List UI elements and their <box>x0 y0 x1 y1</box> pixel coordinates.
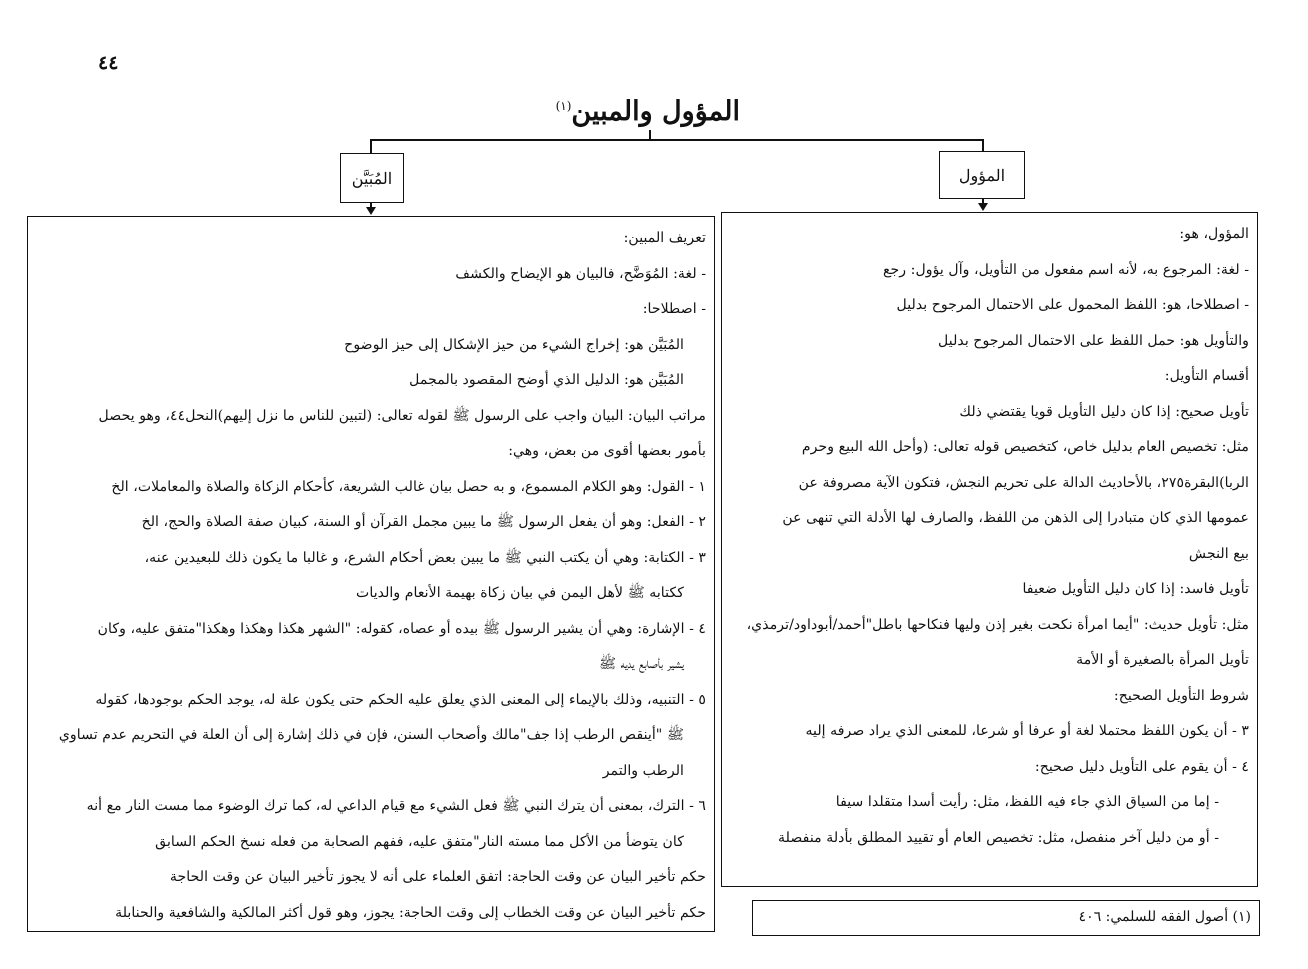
right-arrow-head <box>978 203 988 211</box>
page-number: ٤٤ <box>98 52 119 74</box>
bayan-level-item: ٣ - الكتابة: وهي أن يكتب النبي ﷺ ما يبين بعض أحكام الشرع، و غالبا ما يكون ذلك للبعيدين عنه، <box>144 549 706 566</box>
delay-ruling: حكم تأخير البيان عن وقت الحاجة: اتفق العلماء على أنه لا يجوز تأخير البيان عن وقت الحاجة <box>169 869 706 885</box>
bayan-level-item: يشير بأصابع يديه ﷺ <box>598 656 684 672</box>
tawil-types-heading: أقسام التأويل: <box>1164 368 1249 384</box>
bayan-level-item: ٤ - الإشارة: وهي أن يشير الرسول ﷺ بيده أو عصاه، كقوله: "الشهر هكذا وهكذا وهكذا"متفق عليه، وكان <box>97 620 706 637</box>
connector-right-drop <box>982 139 984 151</box>
tawil-condition-item: ٣ - أن يكون اللفظ محتملا لغة أو عرفا أو شرعا، للمعنى الذي يراد صرفه إليه <box>805 723 1249 739</box>
connector-horizontal <box>370 139 983 141</box>
bayan-level-item: ٥ - التنبيه، وذلك بالإيماء إلى المعنى الذي يعلق عليه الحكم حتى يكون علة له، يوجد الحكم بوجودها، كقوله <box>95 691 706 708</box>
bayan-level-item: ككتابه ﷺ لأهل اليمن في بيان زكاة بهيمة الأنعام والديات <box>356 585 684 601</box>
left-arrow-head <box>366 207 376 215</box>
title-text: المؤول والمبين <box>571 96 740 127</box>
tawil-definition: والتأويل هو: حمل اللفظ على الاحتمال المرجوح بدليل <box>938 332 1249 349</box>
valid-tawil-example: الربا)البقرة٢٧٥، بالأحاديث الدالة على تحريم النجش، فتكون الآية مصروفة عن <box>798 474 1249 491</box>
bayan-level-item: ﷺ "أينقص الرطب إذا جف"مالك وأصحاب السنن، فإن في ذلك إشارة إلى أن العلة في التحريم عدم تساوي <box>58 727 684 743</box>
bayan-level-item: ٢ - الفعل: وهو أن يفعل الرسول ﷺ ما يبين مجمل القرآن أو السنة، كبيان صفة الصلاة والحج، الخ <box>141 514 706 530</box>
mubayyan-technical-def: المُبَيَّن هو: إخراج الشيء من حيز الإشكال إلى حيز الوضوح <box>344 336 684 353</box>
footnote: (١) أصول الفقه للسلمي: ٤٠٦ <box>752 900 1260 936</box>
bayan-level-item: الرطب والتمر <box>602 762 684 779</box>
tawil-evidence-bullet: - إما من السياق الذي جاء فيه اللفظ، مثل: رأيت أسدا متقلدا سيفا <box>835 794 1219 810</box>
bayan-level-item: ٦ - الترك، بمعنى أن يترك النبي ﷺ فعل الشيء مع قيام الداعي له، كما ترك الوضوء مما مست النار مع أنه <box>86 798 706 814</box>
mubayyan-technical-def: المُبَيَّن هو: الدليل الذي أوضح المقصود بالمجمل <box>409 372 684 388</box>
valid-tawil: تأويل صحيح: إذا كان دليل التأويل قويا يقتضي ذلك <box>959 403 1249 420</box>
muawwal-linguistic: - لغة: المرجوع به، لأنه اسم مفعول من التأويل، وآل يؤول: رجع <box>882 261 1249 278</box>
muawwal-panel <box>721 212 1258 887</box>
mubayyan-technical-heading: - اصطلاحا: <box>642 301 706 317</box>
muawwal-label: المؤول <box>958 165 1006 185</box>
tawil-evidence-bullet: - أو من دليل آخر منفصل، مثل: تخصيص العام أو تقييد المطلق بأدلة منفصلة <box>778 829 1219 846</box>
bayan-levels-intro: بأمور بعضها أقوى من بعض، وهي: <box>508 443 706 459</box>
mubayyan-definition-heading: تعريف المبين: <box>623 230 706 246</box>
bayan-level-item: ١ - القول: وهو الكلام المسموع، و به حصل بيان غالب الشريعة، كأحكام الزكاة والصلاة والمعاملات، الخ <box>111 478 706 495</box>
bayan-levels-intro: مراتب البيان: البيان واجب على الرسول ﷺ لقوله تعالى: (لتبين للناس ما نزل إليهم)النحل٤٤، وهو يحصل <box>98 407 706 424</box>
title-footnote-marker: (١) <box>555 99 572 113</box>
valid-tawil-example: مثل: تخصيص العام بدليل خاص، كتخصيص قوله تعالى: (وأحل الله البيع وحرم <box>801 439 1249 455</box>
muawwal-technical: - اصطلاحا، هو: اللفظ المحمول على الاحتمال المرجوح بدليل <box>896 297 1249 313</box>
muawwal-definition-heading: المؤول، هو: <box>1179 226 1249 242</box>
mubayyan-linguistic: - لغة: المُوَضَّح، فالبيان هو الإيضاح والكشف <box>455 265 706 282</box>
connector-left-drop <box>370 139 372 153</box>
mubayyan-panel <box>27 216 715 932</box>
bayan-level-item: كان يتوضأ من الأكل مما مسته النار"متفق عليه، ففهم الصحابة من فعله نسخ الحكم السابق <box>155 833 684 850</box>
mubayyan-label: المُبَيَّن <box>351 168 393 188</box>
invalid-tawil-example: تأويل المرأة بالصغيرة أو الأمة <box>1076 652 1249 668</box>
invalid-tawil-example: مثل: تأويل حديث: "أيما امرأة نكحت بغير إذن وليها فنكاحها باطل"أحمد/أبوداود/ترمذي، <box>746 616 1249 633</box>
delay-ruling: حكم تأخير البيان عن وقت الخطاب إلى وقت الحاجة: يجوز، وهو قول أكثر المالكية والشافعية والحنابلة <box>115 904 706 921</box>
mubayyan-box <box>340 153 404 203</box>
page-title <box>555 96 740 127</box>
invalid-tawil: تأويل فاسد: إذا كان دليل التأويل ضعيفا <box>1022 581 1249 597</box>
tawil-condition-item: ٤ - أن يقوم على التأويل دليل صحيح: <box>1034 758 1249 775</box>
muawwal-box <box>939 151 1025 199</box>
tawil-conditions-heading: شروط التأويل الصحيح: <box>1113 687 1249 704</box>
valid-tawil-example: عمومها الذي كان متبادرا إلى الذهن من اللفظ، والصارف لها الأدلة التي تنهى عن <box>782 510 1249 526</box>
valid-tawil-example: بيع النجش <box>1188 545 1249 562</box>
